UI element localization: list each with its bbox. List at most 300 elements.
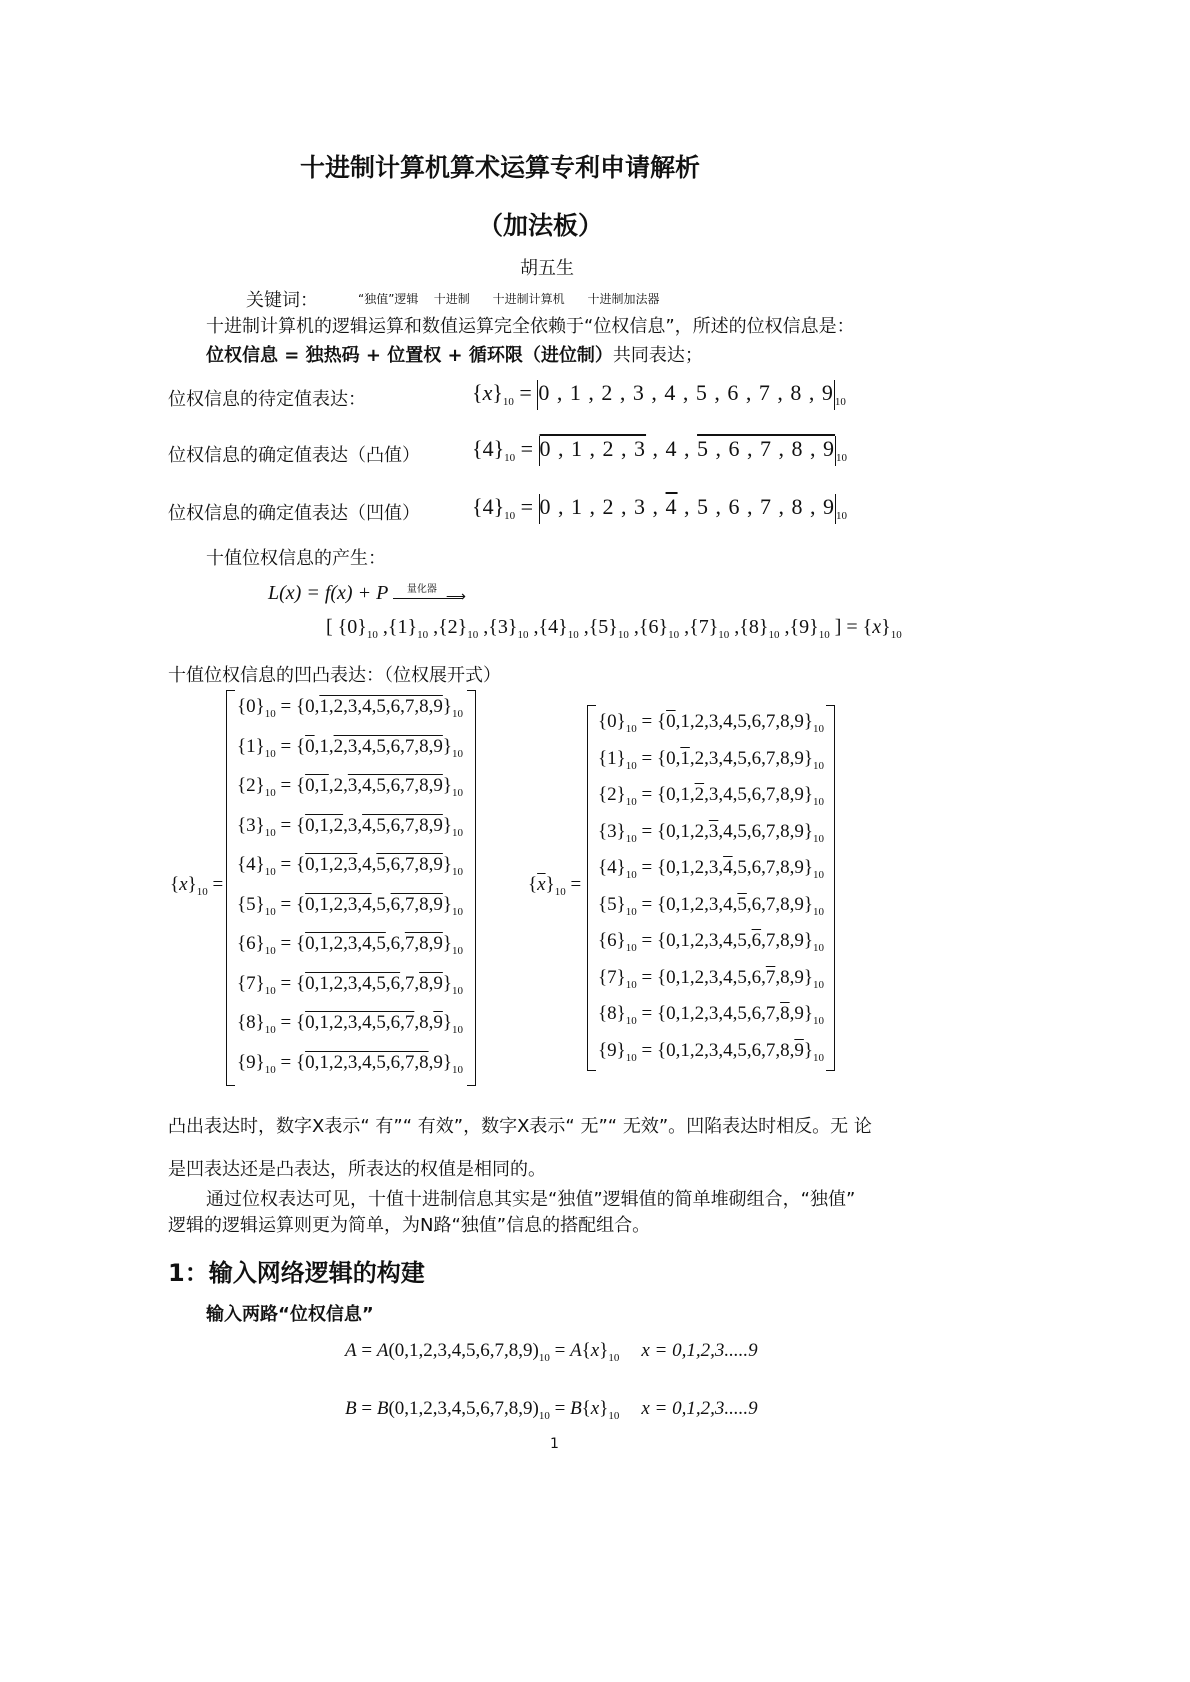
digit-group: 5,6,7,8,9 xyxy=(376,854,443,875)
separator: , xyxy=(675,893,681,915)
digit-group: 2,3,4,5,6,7,8,9 xyxy=(333,735,443,757)
row-label: {9} xyxy=(237,1051,265,1073)
equals: = xyxy=(515,436,539,462)
digit-group: 0 , 1 , 2 , 3 , 4 , 5 , 6 , 7 , 8 , 9 xyxy=(538,380,834,406)
digit-group: 0,1,2,3,4,5,6,7,8 xyxy=(305,1051,429,1073)
separator: , xyxy=(679,616,690,638)
base: 10 xyxy=(625,869,637,881)
base: 10 xyxy=(608,1352,620,1364)
brace: } xyxy=(803,966,813,988)
var: x xyxy=(590,1340,600,1361)
separator: , xyxy=(343,814,348,836)
doc-subtitle: （加法板） xyxy=(478,211,604,240)
equals: = { xyxy=(275,933,306,954)
separator: , xyxy=(400,933,405,954)
page-number: 1 xyxy=(550,1436,559,1452)
equals: = xyxy=(356,1398,377,1419)
var: B xyxy=(376,1398,389,1419)
digit-group: 0,1,2,3,4,5,6 xyxy=(305,972,401,994)
base: 10 xyxy=(818,629,830,641)
equation-b xyxy=(345,1398,758,1422)
row-label: {6} xyxy=(598,930,626,951)
separator: , xyxy=(718,966,724,988)
separator: , xyxy=(377,616,388,638)
digit-group: 0 xyxy=(666,966,676,988)
digit-group: 2 xyxy=(694,711,705,732)
digit-group: 8 xyxy=(780,784,790,805)
keyword: 十进制计算机 xyxy=(492,292,565,306)
equals: = { xyxy=(275,972,306,994)
digit-group: 3 xyxy=(708,966,719,988)
separator: , xyxy=(689,747,695,769)
separator: , xyxy=(732,1003,738,1024)
row-label: {9} xyxy=(598,1039,626,1061)
base: 10 xyxy=(625,1051,637,1064)
separator: , xyxy=(428,1051,434,1073)
equals: = { xyxy=(636,747,667,769)
brace: } xyxy=(442,933,452,954)
digit-group: 9 xyxy=(794,1003,804,1024)
matrix-row xyxy=(237,696,463,720)
base: 10 xyxy=(625,832,637,845)
digit-group: 8,9 xyxy=(419,972,443,994)
separator: , xyxy=(732,857,738,878)
digit-group: 2 xyxy=(694,857,705,878)
separator: , xyxy=(704,784,709,805)
convex-matrix xyxy=(226,690,476,1086)
separator: , xyxy=(628,616,639,638)
separator: , xyxy=(746,784,752,805)
row-label: {1} xyxy=(237,735,265,757)
digit-group: 8 xyxy=(780,966,790,988)
separator: , xyxy=(789,711,795,732)
base: 10 xyxy=(451,747,463,760)
base: 10 xyxy=(451,945,463,957)
digit-group: 2 xyxy=(694,930,705,951)
digit-group: 9 xyxy=(823,494,836,520)
brace: } xyxy=(442,1012,452,1033)
base: 10 xyxy=(264,787,276,799)
base: 10 xyxy=(264,905,276,918)
separator: , xyxy=(675,1039,681,1061)
base: 10 xyxy=(625,905,637,918)
digit-group: 2 xyxy=(694,784,705,805)
digit-group: 7 xyxy=(765,711,776,732)
base: 10 xyxy=(625,978,637,991)
separator: , xyxy=(314,696,320,717)
bracket: ] = { xyxy=(829,616,873,638)
digit-group: 4 xyxy=(665,436,678,462)
base: 10 xyxy=(625,942,637,954)
set-element: {6} xyxy=(638,616,669,638)
base: 10 xyxy=(718,629,730,641)
row-label: {8} xyxy=(598,1003,626,1024)
set-element: {0} xyxy=(337,616,367,638)
matrix-row xyxy=(598,748,824,772)
row-label: {7} xyxy=(237,972,265,994)
explain-line-2: 是凹表达还是凸表达，所表达的权值是相同的。 xyxy=(168,1159,546,1180)
concave-matrix-label: $\{\overline{x}\}_{10}$ = xyxy=(528,874,582,898)
digit-group: 4 xyxy=(723,747,733,769)
separator: , xyxy=(704,1039,709,1061)
matrix-row xyxy=(237,933,463,957)
digit-list: (0,1,2,3,4,5,6,7,8,9) xyxy=(388,1340,539,1361)
digit-group: 5 xyxy=(737,820,747,842)
digit-group: 7 xyxy=(765,784,776,805)
base: 10 xyxy=(625,759,637,772)
section-heading: 1：输入网络逻辑的构建 xyxy=(168,1259,425,1287)
base: 10 xyxy=(451,984,463,997)
digit-group: 8 xyxy=(419,1012,429,1033)
digit-group: 0 xyxy=(666,747,676,769)
separator: , xyxy=(357,814,363,836)
definition-line xyxy=(206,341,703,367)
digit-group: 7 xyxy=(765,747,776,769)
base: 10 xyxy=(451,1063,463,1076)
digit-group: 2 xyxy=(602,494,615,520)
input-label: 输入两路“位权信息” xyxy=(206,1304,374,1325)
separator: , xyxy=(583,494,603,520)
digit-group: 5 xyxy=(737,784,747,805)
separator: , xyxy=(704,711,709,732)
digit-group: 6 xyxy=(751,1003,762,1024)
digit-group: 9 xyxy=(794,784,804,805)
separator: , xyxy=(689,820,695,842)
separator: , xyxy=(675,711,681,732)
separator: , xyxy=(740,494,761,520)
digit-group: 4 xyxy=(665,494,678,520)
digit-group: 5 xyxy=(697,494,710,520)
matrix-row xyxy=(237,815,463,839)
digit-group: 5 , 6 , 7 , 8 , 9 xyxy=(697,436,836,462)
separator: , xyxy=(732,711,738,732)
base: 10 xyxy=(668,629,680,641)
separator: , xyxy=(772,494,792,520)
separator: , xyxy=(746,966,752,988)
separator: , xyxy=(775,820,781,842)
row-label: {3} xyxy=(237,814,265,836)
base: 10 xyxy=(812,723,824,735)
digit-group: 9 xyxy=(794,747,804,769)
digit-group: 1 xyxy=(319,735,329,757)
base: 10 xyxy=(451,866,463,878)
digit-group: 3,4,5,6,7,8,9 xyxy=(347,775,443,796)
separator: , xyxy=(718,1003,724,1024)
separator: , xyxy=(761,930,766,951)
separator: , xyxy=(704,1003,709,1024)
row-label: {5} xyxy=(598,893,626,915)
base: 10 xyxy=(554,886,566,898)
bracket: [ xyxy=(326,616,338,638)
digit-group: 2 xyxy=(694,966,705,988)
base: 10 xyxy=(502,396,514,409)
brace: { xyxy=(581,1340,591,1361)
digit-group: 0 , 1 , 2 , 3 xyxy=(539,436,647,462)
equals: = { xyxy=(275,814,306,836)
separator: , xyxy=(675,857,681,878)
equation-text: L(x) = f(x) + P xyxy=(268,582,388,604)
digit-group: 0,1,2,3 xyxy=(305,854,358,875)
separator: , xyxy=(551,494,572,520)
digit-group: 7 xyxy=(765,857,776,878)
digit-group: 4 xyxy=(723,820,733,842)
digit-group: 4 xyxy=(723,893,733,915)
brace: } xyxy=(442,1051,452,1073)
separator: , xyxy=(746,1039,752,1061)
separator: , xyxy=(775,784,781,805)
separator: , xyxy=(761,857,766,878)
keyword: 十进制加法器 xyxy=(587,292,660,306)
equals: = { xyxy=(636,784,667,805)
separator: , xyxy=(746,747,752,769)
var: A xyxy=(570,1340,582,1361)
separator: , xyxy=(689,857,695,878)
equals: = { xyxy=(636,1003,667,1024)
var: A xyxy=(376,1340,389,1361)
digit-group: 4 xyxy=(723,857,733,878)
digit-group: 8 xyxy=(780,893,790,915)
separator: , xyxy=(578,616,589,638)
brace: { xyxy=(472,436,483,462)
separator: , xyxy=(689,966,695,988)
var: x xyxy=(872,616,882,638)
separator: , xyxy=(775,930,781,951)
row-label: {8} xyxy=(237,1012,265,1033)
digit-group: 3 xyxy=(708,1003,719,1024)
value: x xyxy=(482,380,493,406)
separator: , xyxy=(718,1039,724,1061)
digit-group: 0 xyxy=(666,857,676,878)
separator: , xyxy=(385,893,391,915)
row-label: {6} xyxy=(237,933,265,954)
equals: = { xyxy=(636,930,667,951)
base: 10 xyxy=(538,1410,550,1422)
digit-list: (0,1,2,3,4,5,6,7,8,9) xyxy=(388,1398,539,1419)
concave-label: 位权信息的确定值表达（凹值） xyxy=(168,503,420,524)
equals: = { xyxy=(275,854,306,875)
row-label: {0} xyxy=(237,696,265,717)
matrix-row xyxy=(598,784,824,808)
separator: , xyxy=(718,930,724,951)
separator: , xyxy=(761,893,766,915)
paragraph-2: 逻辑的逻辑运算则更为简单，为N路“独值”信息的搭配组合。 xyxy=(168,1215,651,1236)
brace: { xyxy=(472,494,483,520)
brace: } xyxy=(803,747,813,769)
brace: } xyxy=(803,711,813,732)
generation-equation xyxy=(268,582,466,605)
digit-group: 0 xyxy=(305,735,315,757)
matrix-row xyxy=(598,930,824,954)
digit-group: 0 xyxy=(305,696,315,717)
separator: , xyxy=(775,1039,781,1061)
separator: , xyxy=(761,1003,766,1024)
var: $\overline{x}$ xyxy=(537,874,546,895)
separator: , xyxy=(704,966,709,988)
separator: , xyxy=(709,494,729,520)
matrix-row xyxy=(598,711,824,735)
separator: , xyxy=(704,857,709,878)
brace: } xyxy=(599,1398,609,1419)
base: 10 xyxy=(625,1015,637,1027)
equals: = xyxy=(513,380,538,406)
separator: , xyxy=(414,1012,420,1033)
row-label: {7} xyxy=(598,966,626,988)
digit-group: 0,1 xyxy=(305,775,329,796)
quantized-set xyxy=(326,616,902,641)
separator: , xyxy=(414,972,420,994)
base: 10 xyxy=(812,832,824,845)
matrix-row xyxy=(598,967,824,991)
separator: , xyxy=(646,494,666,520)
separator: , xyxy=(689,930,695,951)
equals: = { xyxy=(636,893,667,915)
base: 10 xyxy=(834,396,846,409)
digit-group: 1,2,3,4,5,6,7,8,9 xyxy=(319,696,443,717)
digit-group: 4 xyxy=(723,1039,733,1061)
digit-group: 3 xyxy=(634,494,647,520)
separator: , xyxy=(761,1039,766,1061)
base: 10 xyxy=(366,629,378,641)
separator: , xyxy=(704,930,709,951)
digit-group: 1 xyxy=(680,747,690,769)
separator: , xyxy=(328,775,334,796)
matrix-row xyxy=(598,857,824,881)
digit-group: 5 xyxy=(376,893,386,915)
base: 10 xyxy=(517,629,529,641)
base: 10 xyxy=(812,942,824,954)
digit-group: 9 xyxy=(433,1012,443,1033)
digit-group: 9 xyxy=(794,966,804,988)
var: x xyxy=(179,874,188,895)
row-label: {4} xyxy=(237,854,265,875)
digit-group: 5 xyxy=(737,930,747,951)
separator: , xyxy=(761,747,766,769)
brace: } xyxy=(442,893,452,915)
brace: } xyxy=(442,735,452,757)
digit-group: 2 xyxy=(333,775,344,796)
digit-group: 4 xyxy=(723,1003,733,1024)
equals: = { xyxy=(636,1039,667,1061)
digit-group: 1 xyxy=(571,494,584,520)
digit-group: 0 xyxy=(666,711,676,732)
brace: } xyxy=(881,616,891,638)
separator: , xyxy=(746,1003,752,1024)
digit-group: 5 xyxy=(737,711,747,732)
separator: , xyxy=(775,893,781,915)
separator: , xyxy=(677,494,698,520)
quantizer-label: 量化器 xyxy=(406,584,437,595)
convex-label: 位权信息的确定值表达（凸值） xyxy=(168,445,420,466)
separator: , xyxy=(761,711,766,732)
digit-group: 6 xyxy=(390,933,401,954)
base: 10 xyxy=(608,1410,620,1422)
base: 10 xyxy=(196,886,208,898)
separator: , xyxy=(704,820,709,842)
separator: , xyxy=(478,616,489,638)
digit-group: 9 xyxy=(794,893,804,915)
digit-group: 5 xyxy=(737,1039,747,1061)
row-label: {2} xyxy=(237,775,265,796)
separator: , xyxy=(775,747,781,769)
brace: } xyxy=(493,436,505,462)
digit-group: 0 xyxy=(666,820,676,842)
digit-group: 6 xyxy=(751,893,762,915)
digit-group: 6,7,8,9 xyxy=(390,893,443,915)
digit-group: 6 xyxy=(751,711,762,732)
intro-paragraph: 十进制计算机的逻辑运算和数值运算完全依赖于“位权信息”，所述的位权信息是： xyxy=(206,316,855,337)
digit-group: 6 xyxy=(751,1039,762,1061)
concave-expr xyxy=(472,494,847,524)
separator: , xyxy=(746,711,752,732)
brace: } xyxy=(492,380,503,406)
digit-group: 5 xyxy=(737,857,747,878)
separator: , xyxy=(746,930,752,951)
matrix-row xyxy=(237,736,463,760)
equation-a xyxy=(345,1340,758,1364)
equals: = xyxy=(356,1340,377,1361)
range: x = 0,1,2,3.....9 xyxy=(641,1398,758,1419)
digit-group: 9 xyxy=(794,820,804,842)
digit-group: 6 xyxy=(751,857,762,878)
digit-group: 5 xyxy=(737,747,747,769)
digit-group: 8 xyxy=(780,820,790,842)
digit-group: 4,5,6,7,8,9 xyxy=(362,814,443,836)
digit-group: 6 xyxy=(751,784,762,805)
digit-group: 8 xyxy=(780,857,790,878)
separator: , xyxy=(314,735,320,757)
digit-group: 5 xyxy=(737,893,747,915)
separator: , xyxy=(732,784,738,805)
base: 10 xyxy=(264,1024,276,1036)
digit-group: 8 xyxy=(780,747,790,769)
paragraph-1: 通过位权表达可见，十值十进制信息其实是“独值”逻辑值的简单堆砌组合，“独值” xyxy=(206,1189,856,1210)
digit-group: 6 xyxy=(751,930,762,951)
set-element: {8} xyxy=(739,616,769,638)
separator: , xyxy=(646,436,666,462)
digit-group: 1 xyxy=(680,857,690,878)
matrix-row xyxy=(598,1003,824,1027)
digit-group: 1 xyxy=(680,893,690,915)
separator: , xyxy=(718,784,724,805)
concave-matrix xyxy=(587,705,835,1071)
digit-group: 2 xyxy=(694,1039,705,1061)
digit-group: 4 xyxy=(723,784,733,805)
digit-list xyxy=(540,494,836,519)
separator: , xyxy=(357,854,363,875)
separator: , xyxy=(675,820,681,842)
range: x = 0,1,2,3.....9 xyxy=(641,1340,758,1361)
base: 10 xyxy=(768,629,780,641)
matrix-row xyxy=(237,1012,463,1036)
separator: , xyxy=(789,747,795,769)
separator: , xyxy=(732,747,738,769)
digit-group: 0 xyxy=(666,1039,676,1061)
pending-label: 位权信息的待定值表达： xyxy=(168,389,366,410)
base: 10 xyxy=(451,708,463,720)
separator: , xyxy=(732,820,738,842)
brace: } xyxy=(803,893,813,915)
digit-group: 1 xyxy=(680,966,690,988)
base: 10 xyxy=(812,1015,824,1027)
separator: , xyxy=(729,616,740,638)
digit-group: 4 xyxy=(362,854,372,875)
separator: , xyxy=(614,494,635,520)
digit-group: 1 xyxy=(680,1039,690,1061)
equals: = { xyxy=(275,1051,306,1073)
base: 10 xyxy=(836,452,848,465)
var: x xyxy=(590,1398,600,1419)
separator: , xyxy=(775,711,781,732)
